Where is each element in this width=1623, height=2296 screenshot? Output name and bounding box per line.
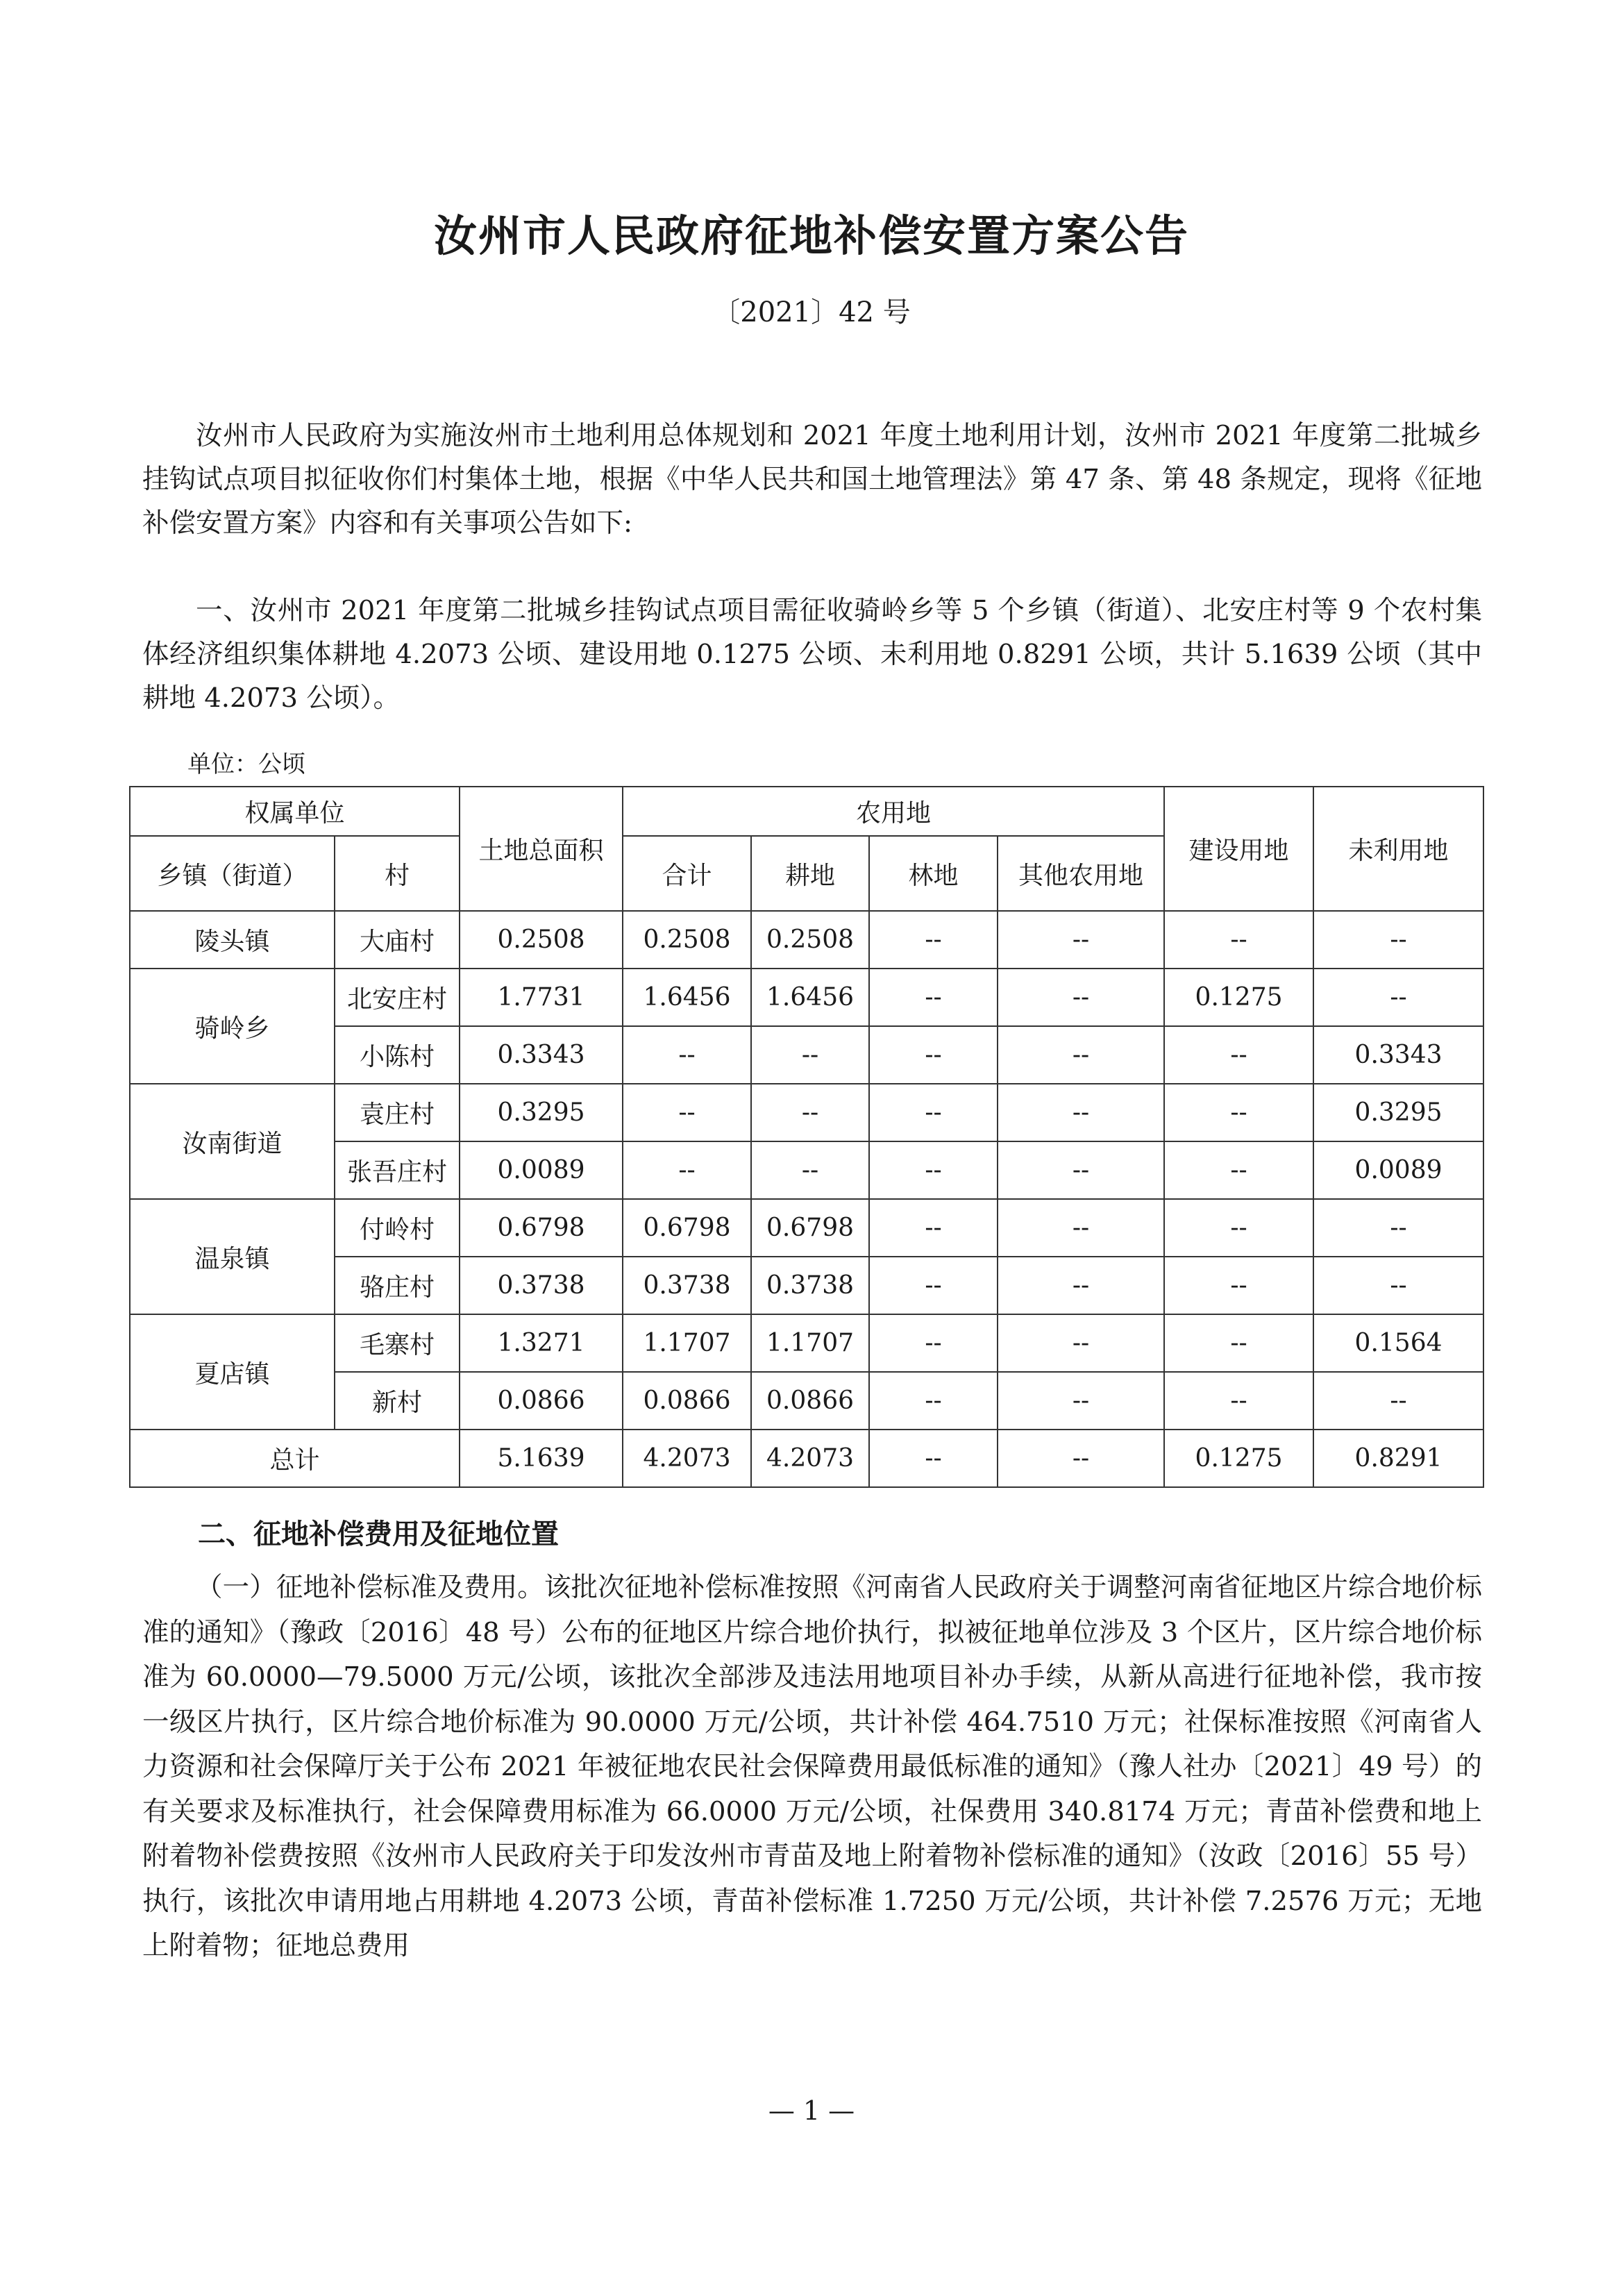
table-row: 汝南街道 袁庄村 0.3295 -- -- -- -- -- 0.3295 <box>130 1084 1483 1141</box>
table-row: 温泉镇 付岭村 0.6798 0.6798 0.6798 -- -- -- -- <box>130 1199 1483 1257</box>
header-village: 村 <box>335 836 460 911</box>
table-row: 骆庄村 0.3738 0.3738 0.3738 -- -- -- -- <box>130 1257 1483 1314</box>
header-subtotal: 合计 <box>623 836 751 911</box>
township-cell: 温泉镇 <box>130 1199 335 1314</box>
section-two-heading: 二、征地补偿费用及征地位置 <box>198 1518 559 1550</box>
table-row: 陵头镇 大庙村 0.2508 0.2508 0.2508 -- -- -- -- <box>130 911 1483 969</box>
table-row: 小陈村 0.3343 -- -- -- -- -- 0.3343 <box>130 1026 1483 1084</box>
page-number: — 1 — <box>768 2095 855 2126</box>
header-unused: 未利用地 <box>1313 787 1483 911</box>
table-row: 夏店镇 毛寨村 1.3271 1.1707 1.1707 -- -- -- 0.1564 <box>130 1314 1483 1372</box>
header-other-agri: 其他农用地 <box>998 836 1164 911</box>
header-township: 乡镇（街道） <box>130 836 335 911</box>
table-unit-label: 单位：公顷 <box>187 751 305 778</box>
header-cultivated: 耕地 <box>751 836 869 911</box>
header-forest: 林地 <box>869 836 998 911</box>
township-cell: 夏店镇 <box>130 1314 335 1430</box>
header-total-area: 土地总面积 <box>460 787 623 911</box>
compensation-paragraph: （一）征地补偿标准及费用。该批次征地补偿标准按照《河南省人民政府关于调整河南省征地区片综合地价标准的通知》（豫政〔2016〕48 号）公布的征地区片综合地价执行，拟被征地单位涉及 3 个区片，区片综合地价标准为 60.0000—79.5000 万元/公顷，该批次全部涉及违法用地项目补办手续，从新从高进行征地补偿，我市按一级区片执行，区片综合地价标准为 90.0000 万元/公顷，共计补偿 464.7510 万元；社保标准按照《河南省人力资源和社会保障厅关于公布 2021 年被征地农民社会保障费用最低标准的通知》（豫人社办〔2021〕49 号）的有关要求及标准执行，社会保障费用标准为 66.0000 万元/公顷，社保费用 340.8174 万元；青苗补偿费和地上附着物补偿费按照《汝州市人民政府关于印发汝州市青苗及地上附着物补偿标准的通知》（汝政〔2016〕55 号）执行，该批次申请用地占用耕地 4.2073 公顷，青苗补偿标准 1.7250 万元/公顷，共计补偿 7.2576 万元；无地上附着物；征地总费用 <box>142 1572 1482 1961</box>
township-cell: 汝南街道 <box>130 1084 335 1199</box>
table-total-row: 总计 5.1639 4.2073 4.2073 -- -- 0.1275 0.8291 <box>130 1430 1483 1487</box>
table-row: 骑岭乡 北安庄村 1.7731 1.6456 1.6456 -- -- 0.1275 -- <box>130 969 1483 1026</box>
table-row: 张吾庄村 0.0089 -- -- -- -- -- 0.0089 <box>130 1141 1483 1199</box>
township-cell: 骑岭乡 <box>130 969 335 1084</box>
header-construction: 建设用地 <box>1164 787 1313 911</box>
table-row: 新村 0.0866 0.0866 0.0866 -- -- -- -- <box>130 1372 1483 1430</box>
township-cell: 陵头镇 <box>130 911 335 969</box>
intro-paragraph: 汝州市人民政府为实施汝州市土地利用总体规划和 2021 年度土地利用计划，汝州市 2021 年度第二批城乡挂钩试点项目拟征收你们村集体土地，根据《中华人民共和国土地管理法》第 47 条、第 48 条规定，现将《征地补偿安置方案》内容和有关事项公告如下: <box>142 420 1482 539</box>
section-one-paragraph: 一、汝州市 2021 年度第二批城乡挂钩试点项目需征收骑岭乡等 5 个乡镇（街道）、北安庄村等 9 个农村集体经济组织集体耕地 4.2073 公顷、建设用地 0.1275 公顷、未利用地 0.8291 公顷，共计 5.1639 公顷（其中耕地 4.2073 公顷）。 <box>142 595 1482 714</box>
document-number: 〔2021〕42 号 <box>712 296 911 328</box>
header-agricultural: 农用地 <box>623 787 1164 836</box>
land-acquisition-table <box>129 786 1484 1488</box>
document-title: 汝州市人民政府征地补偿安置方案公告 <box>433 210 1189 261</box>
total-label: 总计 <box>130 1430 460 1487</box>
header-ownership: 权属单位 <box>130 787 460 836</box>
